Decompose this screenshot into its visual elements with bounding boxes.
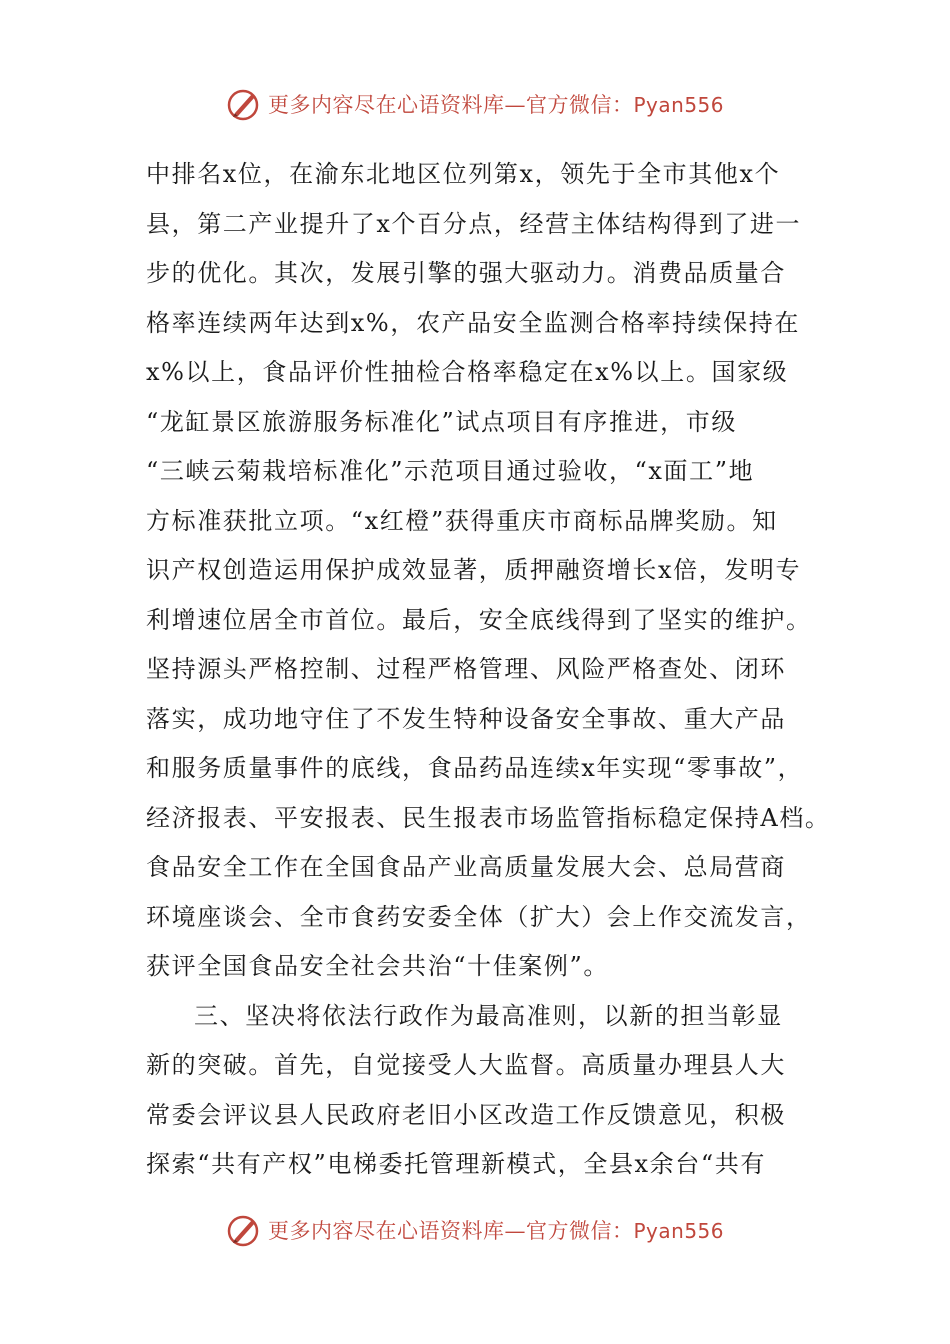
body-line: 新的突破。首先，自觉接受人大监督。高质量办理县人大 [146,1051,786,1079]
pen-logo-icon [226,1212,262,1248]
body-line: 落实，成功地守住了不发生特种设备安全事故、重大产品 [146,704,786,733]
footer-banner [226,1210,746,1250]
body-line: “龙缸景区旅游服务标准化”试点项目有序推进，市级 [146,407,737,436]
banner-title [268,89,724,119]
banner-title [268,1215,724,1245]
body-line: 步的优化。其次，发展引擎的强大驱动力。消费品质量合 [146,259,786,287]
body-line: 经济报表、平安报表、民生报表市场监管指标稳定保持A档。 [146,803,831,832]
body-line: 格率连续两年达到x%，农产品安全监测合格率持续保持在 [146,308,800,337]
document-body [146,150,831,1190]
banner-text: 更多内容尽在心语资料库—官方微信： [268,93,634,117]
body-line: 方标准获批立项。“x红橙”获得重庆市商标品牌奖励。知 [146,506,778,535]
banner-text: 更多内容尽在心语资料库—官方微信： [268,1219,634,1243]
body-line: 坚持源头严格控制、过程严格管理、风险严格查处、闭环 [146,655,786,683]
body-line: 和服务质量事件的底线，食品药品连续x年实现“零事故”， [146,754,804,782]
body-line: 环境座谈会、全市食药安委全体（扩大）会上作交流发言， [146,902,812,931]
wechat-id: Pyan556 [633,93,725,117]
body-line: 常委会评议县人民政府老旧小区改造工作反馈意见，积极 [146,1100,786,1129]
body-line: “三峡云菊栽培标准化”示范项目通过验收，“x面工”地 [146,457,755,485]
body-line: 食品安全工作在全国食品产业高质量发展大会、总局营商 [146,853,786,881]
body-line: x%以上，食品评价性抽检合格率稳定在x%以上。国家级 [146,358,789,386]
header-banner [226,84,746,124]
body-line: 识产权创造运用保护成效显著，质押融资增长x倍，发明专 [146,556,802,584]
pen-logo-icon [226,86,262,122]
wechat-id: Pyan556 [633,1219,725,1243]
body-line: 利增速位居全市首位。最后，安全底线得到了坚实的维护。 [146,605,812,634]
body-line: 县，第二产业提升了x个百分点，经营主体结构得到了进一 [146,209,802,238]
section-heading-line: 三、坚决将依法行政作为最高准则，以新的担当彰显 [194,1001,783,1030]
body-line: 中排名x位，在渝东北地区位列第x，领先于全市其他x个 [146,160,781,188]
body-line: 获评全国食品安全社会共治“十佳案例”。 [146,952,609,980]
body-line: 探索“共有产权”电梯委托管理新模式，全县x余台“共有 [146,1150,766,1178]
